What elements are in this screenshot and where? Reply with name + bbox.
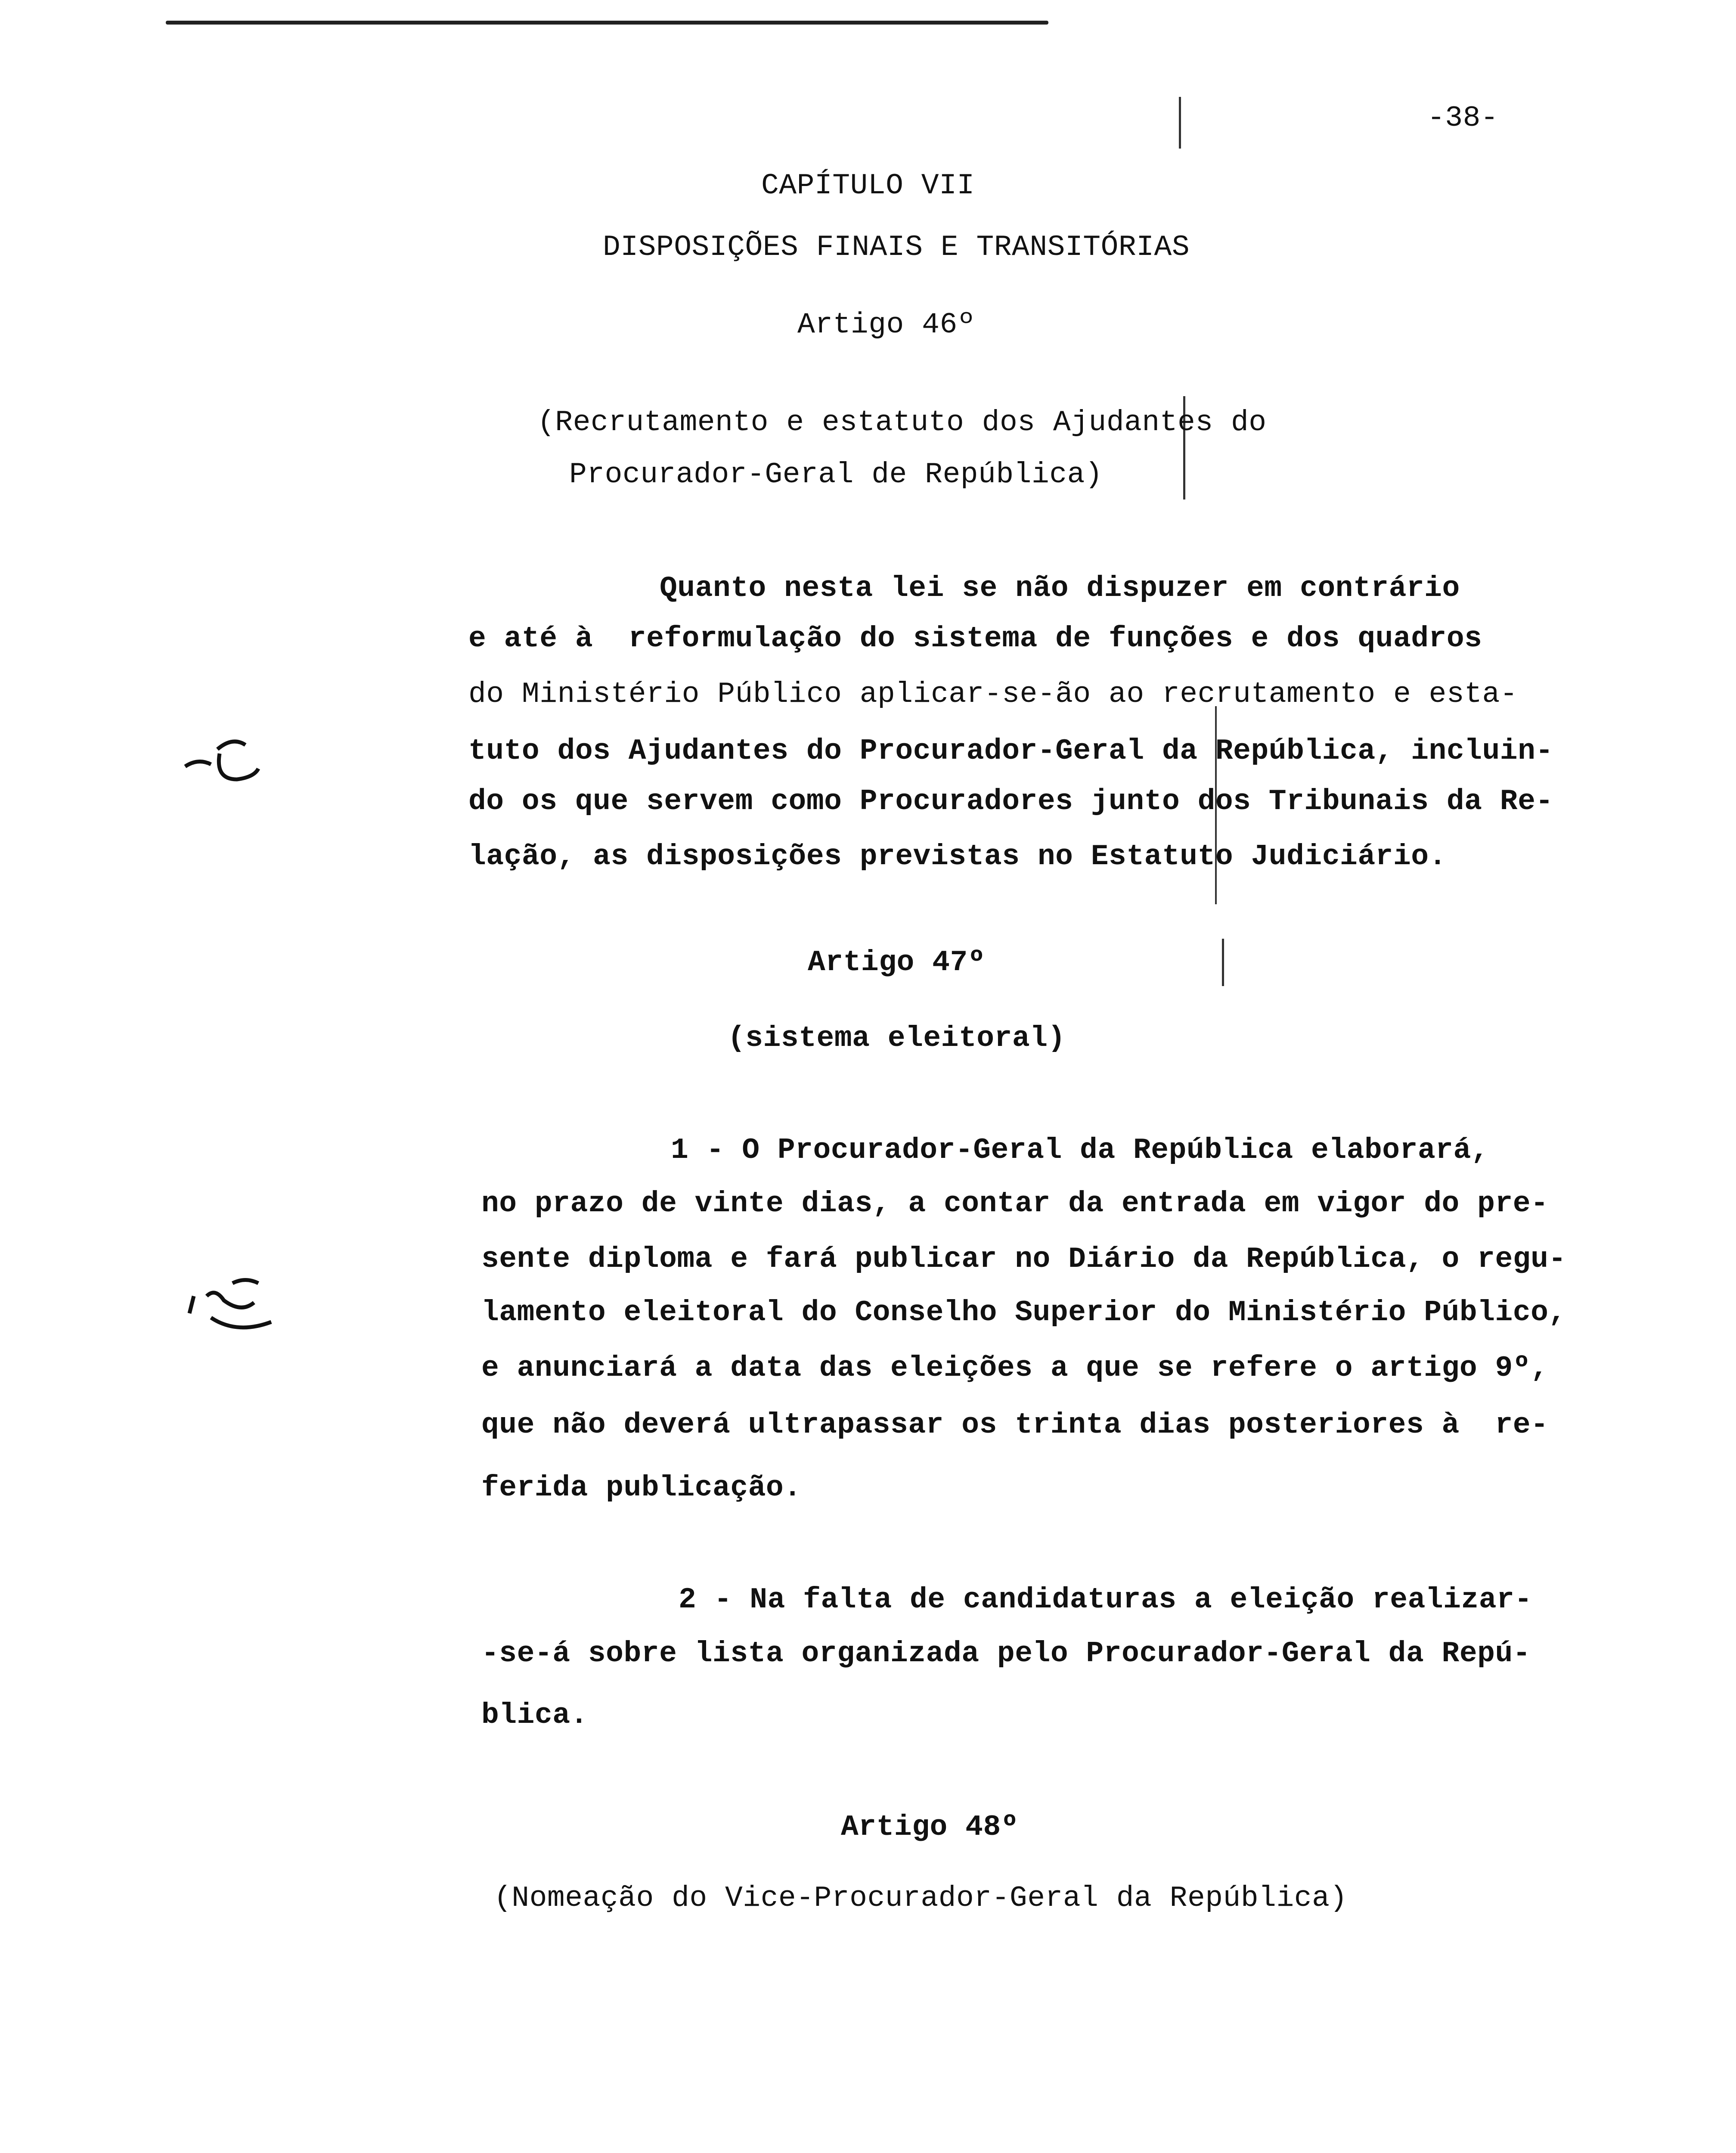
- scan-mark: [1179, 97, 1181, 149]
- article-subtitle: (Nomeação do Vice-Procurador-Geral da República): [494, 1882, 1348, 1915]
- body-line: e anunciará a data das eleições a que se refere o artigo 9º,: [481, 1352, 1549, 1385]
- body-line: do os que servem como Procuradores junto dos Tribunais da Re-: [468, 785, 1553, 818]
- body-line: no prazo de vinte dias, a contar da entrada em vigor do pre-: [481, 1187, 1549, 1220]
- body-line: blica.: [481, 1699, 588, 1732]
- article-subtitle: Procurador-Geral de República): [569, 458, 1103, 491]
- page-number: -38-: [1427, 102, 1499, 135]
- body-line: Quanto nesta lei se não dispuzer em contrário: [660, 572, 1460, 605]
- body-line: 1 - O Procurador-Geral da República elaborará,: [671, 1134, 1489, 1167]
- body-line: lação, as disposições previstas no Estatuto Judiciário.: [468, 840, 1447, 873]
- article-heading: Artigo 46º: [797, 308, 976, 341]
- body-line: do Ministério Público aplicar-se-ão ao recrutamento e esta-: [468, 678, 1518, 711]
- scan-mark: [1222, 939, 1224, 986]
- body-line: e até à reformulação do sistema de funções e dos quadros: [468, 622, 1482, 655]
- article-subtitle: (sistema eleitoral): [728, 1022, 1066, 1055]
- body-line: ferida publicação.: [481, 1471, 802, 1505]
- body-line: que não deverá ultrapassar os trinta dias posteriores à re-: [481, 1408, 1549, 1442]
- article-heading: Artigo 48º: [841, 1811, 1019, 1844]
- article-subtitle: (Recrutamento e estatuto dos Ajudantes do: [537, 406, 1267, 439]
- handwritten-mark-icon: [185, 1270, 288, 1339]
- top-rule: [166, 21, 1048, 25]
- body-line: 2 - Na falta de candidaturas a eleição realizar-: [679, 1583, 1532, 1616]
- handwritten-mark-icon: [181, 732, 276, 792]
- body-line: -se-á sobre lista organizada pelo Procurador-Geral da Repú-: [481, 1637, 1531, 1670]
- body-line: tuto dos Ajudantes do Procurador-Geral da República, incluin-: [468, 735, 1553, 768]
- chapter-title: DISPOSIÇÕES FINAIS E TRANSITÓRIAS: [603, 231, 1190, 264]
- body-line: sente diploma e fará publicar no Diário da República, o regu-: [481, 1243, 1566, 1276]
- body-line: lamento eleitoral do Conselho Superior do Ministério Público,: [481, 1296, 1566, 1329]
- article-heading: Artigo 47º: [808, 946, 986, 979]
- chapter-heading: CAPÍTULO VII: [761, 169, 975, 202]
